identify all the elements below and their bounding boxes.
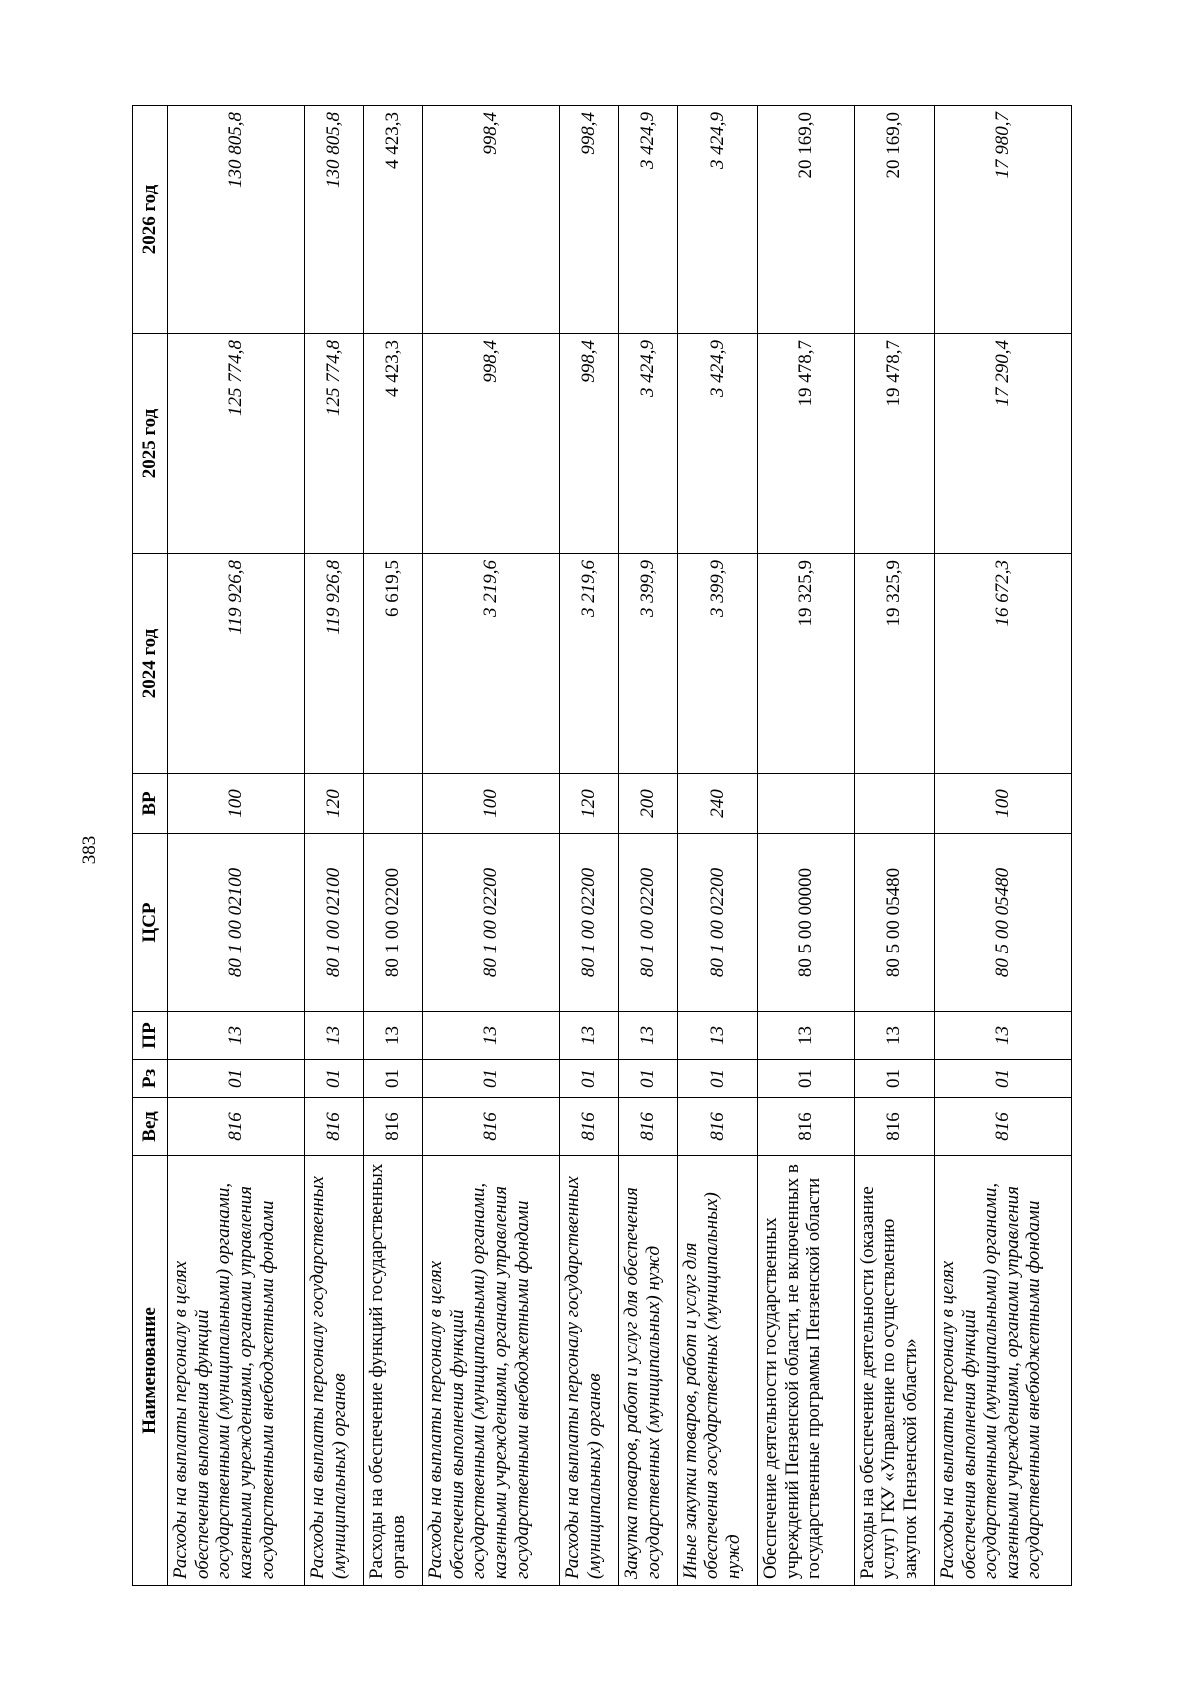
cell-rz: 01 bbox=[364, 1060, 423, 1098]
cell-vr: 120 bbox=[305, 774, 364, 834]
cell-vr: 240 bbox=[677, 774, 757, 834]
table-row bbox=[422, 106, 559, 1586]
cell-ved: 816 bbox=[677, 1098, 757, 1156]
cell-2026: 3 424,9 bbox=[618, 106, 677, 334]
cell-name: Расходы на обеспечение функций государственных органов bbox=[364, 1156, 423, 1586]
cell-2025: 17 290,4 bbox=[934, 334, 1071, 554]
budget-table-container bbox=[132, 106, 1072, 1586]
cell-name: Расходы на выплаты персоналу в целях обеспечения выполнения функций государственными (муниципальными) органами, казенными учреждениями, органами управления государственными внебюджетными фондами bbox=[934, 1156, 1071, 1586]
cell-2024: 119 926,8 bbox=[305, 554, 364, 774]
table-row bbox=[305, 106, 364, 1586]
cell-2024: 3 399,9 bbox=[677, 554, 757, 774]
cell-csr: 80 5 00 00000 bbox=[758, 834, 854, 1012]
cell-2025: 3 424,9 bbox=[677, 334, 757, 554]
cell-name: Закупка товаров, работ и услуг для обеспечения государственных (муниципальных) нужд bbox=[618, 1156, 677, 1586]
budget-table bbox=[132, 105, 1072, 1586]
cell-pr: 13 bbox=[677, 1012, 757, 1060]
cell-ved: 816 bbox=[934, 1098, 1071, 1156]
cell-csr: 80 1 00 02100 bbox=[168, 834, 305, 1012]
cell-vr: 200 bbox=[618, 774, 677, 834]
header-vr: ВР bbox=[133, 774, 168, 834]
cell-pr: 13 bbox=[854, 1012, 934, 1060]
cell-ved: 816 bbox=[364, 1098, 423, 1156]
table-row bbox=[560, 106, 619, 1586]
cell-2025: 998,4 bbox=[560, 334, 619, 554]
cell-csr: 80 1 00 02200 bbox=[560, 834, 619, 1012]
cell-vr bbox=[758, 774, 854, 834]
cell-pr: 13 bbox=[560, 1012, 619, 1060]
table-row bbox=[364, 106, 423, 1586]
cell-rz: 01 bbox=[618, 1060, 677, 1098]
cell-name: Расходы на выплаты персоналу государственных (муниципальных) органов bbox=[560, 1156, 619, 1586]
table-row bbox=[168, 106, 305, 1586]
header-csr: ЦСР bbox=[133, 834, 168, 1012]
cell-2025: 19 478,7 bbox=[758, 334, 854, 554]
table-row bbox=[854, 106, 934, 1586]
cell-2024: 19 325,9 bbox=[758, 554, 854, 774]
cell-csr: 80 1 00 02200 bbox=[364, 834, 423, 1012]
header-2026: 2026 год bbox=[133, 106, 168, 334]
cell-2024: 119 926,8 bbox=[168, 554, 305, 774]
cell-rz: 01 bbox=[854, 1060, 934, 1098]
cell-2026: 130 805,8 bbox=[305, 106, 364, 334]
header-row bbox=[133, 106, 168, 1586]
cell-pr: 13 bbox=[422, 1012, 559, 1060]
cell-pr: 13 bbox=[618, 1012, 677, 1060]
cell-csr: 80 1 00 02100 bbox=[305, 834, 364, 1012]
cell-pr: 13 bbox=[758, 1012, 854, 1060]
cell-2026: 20 169,0 bbox=[854, 106, 934, 334]
cell-2024: 16 672,3 bbox=[934, 554, 1071, 774]
cell-2025: 125 774,8 bbox=[168, 334, 305, 554]
cell-rz: 01 bbox=[560, 1060, 619, 1098]
cell-rz: 01 bbox=[677, 1060, 757, 1098]
cell-csr: 80 5 00 05480 bbox=[934, 834, 1071, 1012]
cell-2024: 3 219,6 bbox=[560, 554, 619, 774]
cell-vr bbox=[364, 774, 423, 834]
header-pr: ПР bbox=[133, 1012, 168, 1060]
cell-2026: 4 423,3 bbox=[364, 106, 423, 334]
cell-name: Обеспечение деятельности государственных учреждений Пензенской области, не включенных в государственные программы Пензенской области bbox=[758, 1156, 854, 1586]
cell-vr: 100 bbox=[168, 774, 305, 834]
cell-ved: 816 bbox=[305, 1098, 364, 1156]
cell-name: Расходы на выплаты персоналу в целях обеспечения выполнения функций государственными (муниципальными) органами, казенными учреждениями, органами управления государственными внебюджетными фондами bbox=[168, 1156, 305, 1586]
cell-2024: 6 619,5 bbox=[364, 554, 423, 774]
cell-2025: 19 478,7 bbox=[854, 334, 934, 554]
cell-ved: 816 bbox=[168, 1098, 305, 1156]
table-row bbox=[618, 106, 677, 1586]
cell-pr: 13 bbox=[934, 1012, 1071, 1060]
table-row bbox=[677, 106, 757, 1586]
header-2024: 2024 год bbox=[133, 554, 168, 774]
cell-ved: 816 bbox=[618, 1098, 677, 1156]
cell-2025: 4 423,3 bbox=[364, 334, 423, 554]
cell-2025: 998,4 bbox=[422, 334, 559, 554]
cell-csr: 80 1 00 02200 bbox=[422, 834, 559, 1012]
cell-2025: 125 774,8 bbox=[305, 334, 364, 554]
cell-pr: 13 bbox=[168, 1012, 305, 1060]
cell-2025: 3 424,9 bbox=[618, 334, 677, 554]
header-ved: Вед bbox=[133, 1098, 168, 1156]
cell-name: Расходы на выплаты персоналу государственных (муниципальных) органов bbox=[305, 1156, 364, 1586]
cell-2026: 998,4 bbox=[560, 106, 619, 334]
cell-pr: 13 bbox=[364, 1012, 423, 1060]
cell-csr: 80 5 00 05480 bbox=[854, 834, 934, 1012]
cell-rz: 01 bbox=[422, 1060, 559, 1098]
cell-rz: 01 bbox=[934, 1060, 1071, 1098]
cell-name: Расходы на выплаты персоналу в целях обеспечения выполнения функций государственными (муниципальными) органами, казенными учреждениями, органами управления государственными внебюджетными фондами bbox=[422, 1156, 559, 1586]
table-row bbox=[934, 106, 1071, 1586]
header-rz: Рз bbox=[133, 1060, 168, 1098]
cell-name: Расходы на обеспечение деятельности (оказание услуг) ГКУ «Управление по осуществлению закупок Пензенской области» bbox=[854, 1156, 934, 1586]
header-name: Наименование bbox=[133, 1156, 168, 1586]
cell-vr bbox=[854, 774, 934, 834]
cell-csr: 80 1 00 02200 bbox=[677, 834, 757, 1012]
cell-2026: 998,4 bbox=[422, 106, 559, 334]
cell-2024: 19 325,9 bbox=[854, 554, 934, 774]
table-row bbox=[758, 106, 854, 1586]
cell-name: Иные закупки товаров, работ и услуг для обеспечения государственных (муниципальных) нужд bbox=[677, 1156, 757, 1586]
cell-vr: 100 bbox=[422, 774, 559, 834]
cell-csr: 80 1 00 02200 bbox=[618, 834, 677, 1012]
cell-rz: 01 bbox=[305, 1060, 364, 1098]
cell-2026: 3 424,9 bbox=[677, 106, 757, 334]
cell-vr: 120 bbox=[560, 774, 619, 834]
rotated-table-frame bbox=[132, 106, 1072, 1586]
page-number: 383 bbox=[79, 835, 100, 865]
cell-vr: 100 bbox=[934, 774, 1071, 834]
table-body bbox=[168, 106, 1072, 1586]
cell-2026: 130 805,8 bbox=[168, 106, 305, 334]
cell-2024: 3 219,6 bbox=[422, 554, 559, 774]
cell-rz: 01 bbox=[758, 1060, 854, 1098]
cell-rz: 01 bbox=[168, 1060, 305, 1098]
header-2025: 2025 год bbox=[133, 334, 168, 554]
cell-2024: 3 399,9 bbox=[618, 554, 677, 774]
cell-2026: 17 980,7 bbox=[934, 106, 1071, 334]
cell-2026: 20 169,0 bbox=[758, 106, 854, 334]
cell-ved: 816 bbox=[560, 1098, 619, 1156]
cell-ved: 816 bbox=[758, 1098, 854, 1156]
cell-pr: 13 bbox=[305, 1012, 364, 1060]
cell-ved: 816 bbox=[854, 1098, 934, 1156]
cell-ved: 816 bbox=[422, 1098, 559, 1156]
